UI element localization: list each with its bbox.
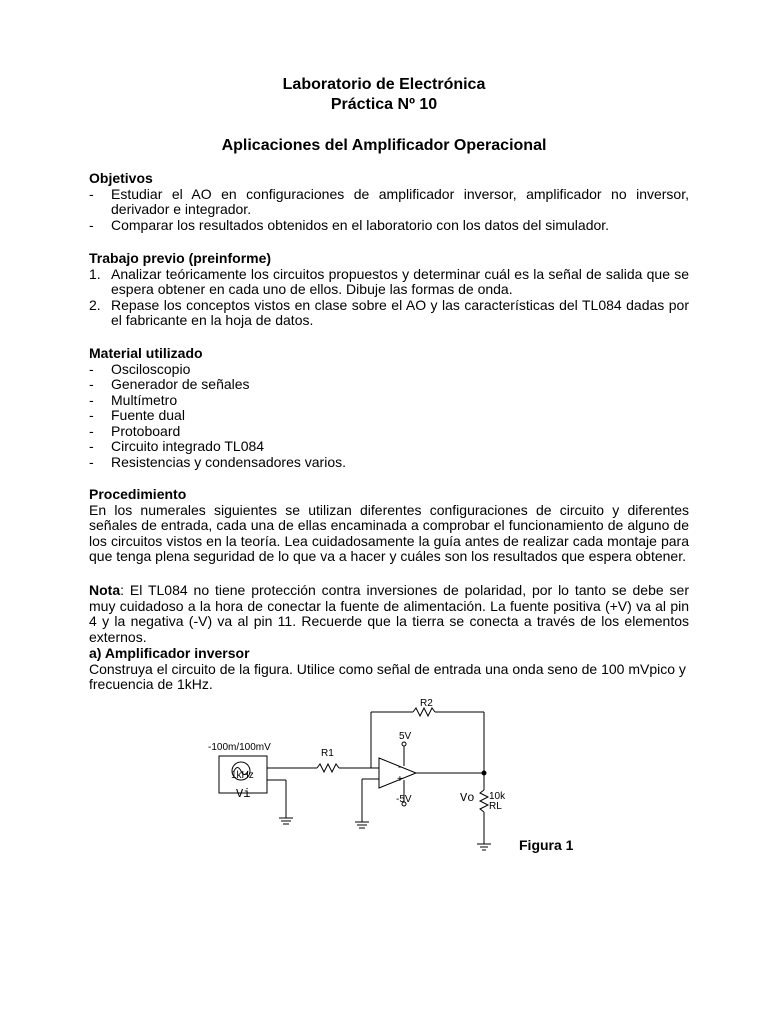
rl-value-label: 10k bbox=[489, 791, 506, 802]
note-label: Nota bbox=[89, 582, 121, 598]
list-item: - Osciloscopio bbox=[89, 360, 191, 377]
source-frequency-label: 1kHz bbox=[231, 770, 254, 781]
document-title: Laboratorio de Electrónica bbox=[282, 76, 486, 93]
section-heading: Trabajo previo (preinforme) bbox=[89, 250, 272, 266]
paragraph: Construya el circuito de la figura. Utilice como señal de entrada una onda seno de 100 mVpico y frecuencia de 1kHz. bbox=[89, 660, 686, 692]
rl-name-label: RL bbox=[489, 801, 502, 812]
list-item: - Generador de señales bbox=[89, 376, 250, 392]
practice-number: Práctica Nº 10 bbox=[330, 96, 438, 113]
resistor-r2 bbox=[413, 708, 435, 716]
resistor-rl bbox=[480, 790, 488, 812]
list-item: - Estudiar el AO en configuraciones de amplificador inversor, amplificador no inversor, derivador e integrador. bbox=[89, 185, 689, 217]
figure-caption: Figura 1 bbox=[519, 837, 574, 853]
vneg-label: -5V bbox=[396, 794, 412, 805]
resistor-r1 bbox=[317, 764, 339, 772]
r2-label: R2 bbox=[420, 698, 433, 709]
list-item: - Circuito integrado TL084 bbox=[89, 438, 265, 454]
vo-label: Vo bbox=[460, 791, 475, 805]
list-item: - Comparar los resultados obtenidos en el laboratorio con los datos del simulador. bbox=[89, 216, 610, 233]
opamp-minus-label: - bbox=[398, 762, 402, 773]
list-item: - Resistencias y condensadores varios. bbox=[89, 453, 347, 470]
source-name-label: Vi bbox=[236, 787, 251, 801]
list-item: - Protoboard bbox=[89, 422, 181, 439]
source-amplitude-label: -100m/100mV bbox=[208, 742, 271, 753]
list-item: 2. Repase los conceptos vistos en clase sobre el AO y las características del TL084 dadas por el fabricante en la hoja de datos. bbox=[89, 296, 689, 328]
paragraph: En los numerales siguientes se utilizan diferentes configuraciones de circuito y diferentes señales de entrada, cada una de ellas encaminada a comprobar el funcionamiento de alguno de los circuitos vistos en la teoría. Lea cuidadosamente la guía antes de realizar cada montaje para que tenga plena seguridad de lo que va a hacer y cuáles son los resultados que espera obtener. bbox=[89, 501, 689, 564]
list-item: 1. Analizar teóricamente los circuitos propuestos y determinar cuál es la señal de salida que se espera obtener en cada uno de ellos. Dibuje las formas de onda. bbox=[89, 265, 689, 297]
list-item: - Multímetro bbox=[89, 391, 178, 408]
section-heading: a) Amplificador inversor bbox=[89, 645, 250, 661]
r1-label: R1 bbox=[321, 748, 334, 759]
vpos-label: 5V bbox=[399, 731, 412, 742]
section-heading: Material utilizado bbox=[89, 345, 203, 361]
section-heading: Objetivos bbox=[89, 170, 153, 186]
opamp-plus-label: + bbox=[397, 774, 403, 785]
note-text: : El TL084 no tiene protección contra inversiones de polaridad, por lo tanto se debe ser muy cuidadoso a la hora de conectar la fuente de alimentación. La fuente positiva (+V) va al pin 4 y la negativa (-V) va al pin 11. Recuerde que la tierra se conecta a través de los elementos externos. bbox=[89, 582, 689, 645]
section-heading: Procedimiento bbox=[89, 486, 187, 502]
list-item: - Fuente dual bbox=[89, 407, 185, 423]
document-subtitle: Aplicaciones del Amplificador Operacional bbox=[221, 137, 547, 154]
